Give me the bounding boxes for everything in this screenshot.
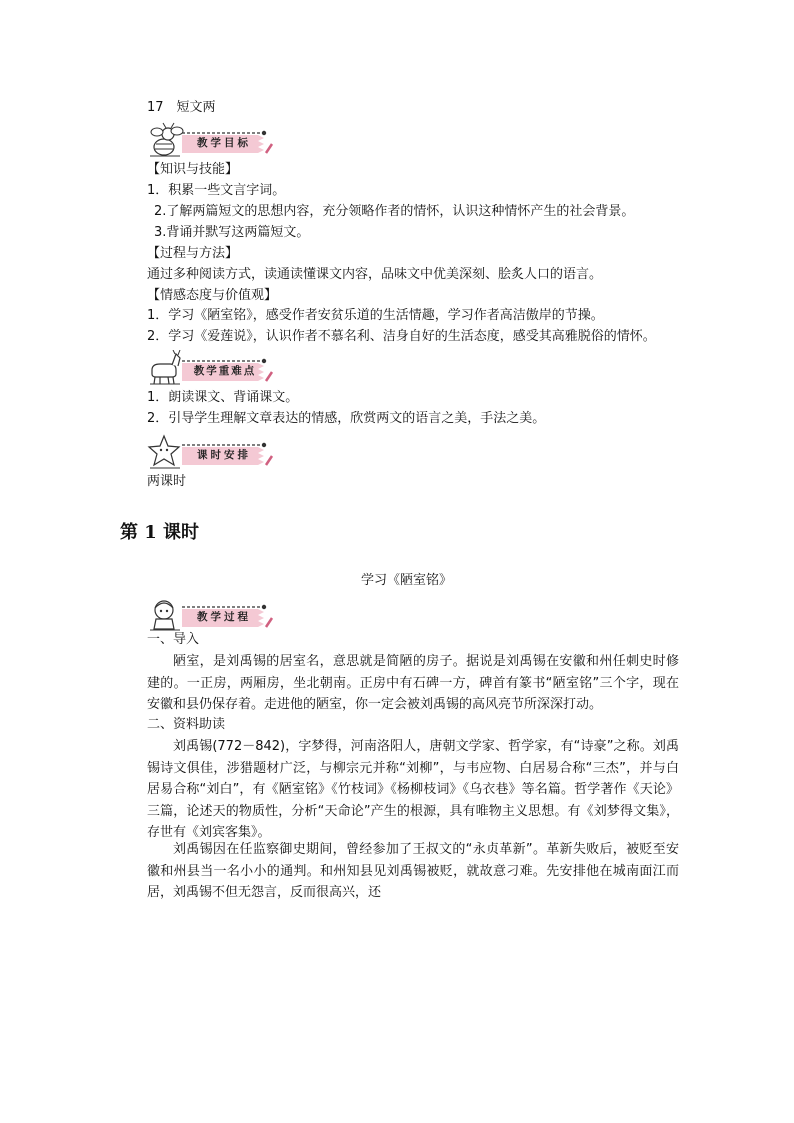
key-points-badge [146, 350, 274, 386]
knowledge-heading: 【知识与技能】 [147, 162, 239, 177]
key-point-item: 2．引导学生理解文章表达的情感，欣赏两文的语言之美，手法之美。 [147, 411, 546, 426]
key-point-item: 1．朗读课文、背诵课文。 [147, 390, 299, 405]
emotion-heading: 【情感态度与价值观】 [147, 288, 278, 303]
schedule-badge [146, 434, 274, 470]
lesson-heading: 第 1 课时 [120, 522, 200, 543]
lesson-title: 17 短文两 [147, 100, 216, 115]
author-bio-paragraph: 刘禹锡(772－842)，字梦得，河南洛阳人，唐朝文学家、哲学家，有“诗豪”之称。刘禹锡诗文俱佳，涉猎题材广泛，与柳宗元并称“刘柳”，与韦应物、白居易合称“三杰”，并与白居易合称“刘白”，有《陋室铭》《竹枝词》《杨柳枝词》《乌衣巷》等名篇。哲学著作《天论》三篇，论述天的物质性，分析“天命论”产生的根源，具有唯物主义思想。有《刘梦得文集》，存世有《刘宾客集》。 [147, 739, 679, 840]
knowledge-item: 2.了解两篇短文的思想内容，充分领略作者的情怀，认识这种情怀产生的社会背景。 [154, 204, 635, 219]
objectives-badge [146, 122, 274, 158]
intro-paragraph: 陋室，是刘禹锡的居室名，意思就是简陋的房子。据说是刘禹锡在安徽和州任刺史时修建的。一正房，两厢房，坐北朝南。正房中有石碑一方，碑首有篆书“陋室铭”三个字，现在安徽和县仍保存着。走进他的陋室，你一定会被刘禹锡的高风亮节所深深打动。 [147, 654, 679, 712]
lesson-subtitle: 学习《陋室铭》 [361, 573, 453, 588]
process-badge-label: 教学过程 [197, 611, 251, 623]
process-badge [146, 596, 274, 632]
section-title-intro: 一、导入 [147, 632, 200, 647]
knowledge-item: 3.背诵并默写这两篇短文。 [154, 225, 310, 240]
schedule-badge-label: 课时安排 [197, 449, 251, 461]
background-paragraph: 刘禹锡因在任监察御史期间，曾经参加了王叔文的“永贞革新”。革新失败后，被贬至安徽和州县当一名小小的通判。和州知县见刘禹锡被贬，就故意刁难。先安排他在城南面江而居，刘禹锡不但无怨言，反而很高兴，还 [147, 842, 679, 900]
emotion-item: 1．学习《陋室铭》，感受作者安贫乐道的生活情趣，学习作者高洁傲岸的节操。 [147, 308, 604, 323]
objectives-badge-label: 教学目标 [197, 137, 251, 149]
key-points-badge-label: 教学重难点 [193, 365, 257, 377]
schedule-text: 两课时 [147, 474, 187, 489]
section-title-reading: 二、资料助读 [147, 717, 226, 732]
process-heading: 【过程与方法】 [147, 246, 239, 261]
process-text: 通过多种阅读方式，读通读懂课文内容，品味文中优美深刻、脍炙人口的语言。 [147, 267, 603, 282]
knowledge-item: 1．积累一些文言字词。 [147, 183, 286, 198]
emotion-item: 2．学习《爱莲说》，认识作者不慕名利、洁身自好的生活态度，感受其高雅脱俗的情怀。 [147, 329, 656, 344]
